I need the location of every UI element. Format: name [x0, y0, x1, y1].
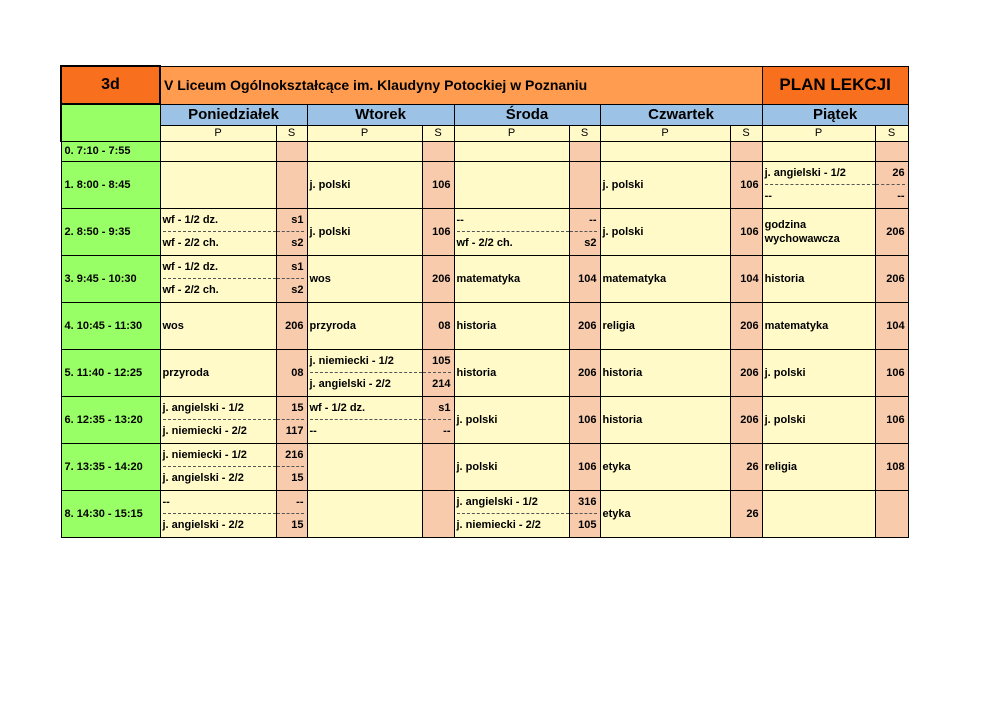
- lesson-room: [422, 443, 454, 490]
- subject-group-2: --: [764, 190, 772, 202]
- subject-group-1: j. niemiecki - 1/2: [163, 444, 276, 467]
- room-text: 206: [886, 272, 905, 285]
- lesson-room: [569, 141, 600, 161]
- subject-text: j. polski: [602, 178, 644, 191]
- lesson-room: [875, 302, 908, 349]
- lesson-room: [730, 396, 762, 443]
- column-s-label: S: [276, 125, 307, 141]
- period-row: [61, 490, 908, 537]
- lesson-room: [730, 443, 762, 490]
- room-text: 104: [740, 272, 759, 285]
- room-group-1: --: [277, 491, 304, 514]
- lesson-room: [875, 255, 908, 302]
- lesson-subject: [454, 396, 569, 443]
- room-group-1: 316: [570, 491, 597, 514]
- lesson-room: [422, 161, 454, 208]
- subject-group-1: --: [457, 209, 569, 232]
- subject-text: matematyka: [602, 272, 667, 285]
- room-text: 108: [886, 460, 905, 473]
- lesson-subject: [307, 349, 422, 396]
- room-text: 08: [291, 366, 304, 379]
- lesson-subject: [160, 349, 276, 396]
- subject-group-2: wf - 2/2 ch.: [162, 284, 219, 296]
- subject-text: historia: [456, 366, 497, 379]
- subject-group-1: j. niemiecki - 1/2: [310, 350, 422, 373]
- period-time: 1. 8:00 - 8:45: [61, 161, 160, 208]
- period-row: [61, 302, 908, 349]
- lesson-room: [422, 302, 454, 349]
- room-text: 106: [578, 413, 597, 426]
- lesson-subject: [600, 141, 730, 161]
- lesson-subject: [454, 443, 569, 490]
- period-time: 2. 8:50 - 9:35: [61, 208, 160, 255]
- lesson-subject: [762, 443, 875, 490]
- period-time: 6. 12:35 - 13:20: [61, 396, 160, 443]
- lesson-room: [276, 396, 307, 443]
- lesson-subject: [307, 443, 422, 490]
- period-time: 4. 10:45 - 11:30: [61, 302, 160, 349]
- room-group-1: 216: [277, 444, 304, 467]
- room-text: 106: [740, 178, 759, 191]
- lesson-room: [730, 208, 762, 255]
- room-text: 106: [432, 178, 451, 191]
- lesson-subject: [454, 302, 569, 349]
- subject-group-1: j. angielski - 1/2: [765, 162, 875, 185]
- column-s-label: S: [730, 125, 762, 141]
- lesson-room: [276, 208, 307, 255]
- lesson-subject: [762, 396, 875, 443]
- subject-group-2: j. niemiecki - 2/2: [456, 519, 541, 531]
- room-group-2: 15: [291, 472, 304, 484]
- lesson-subject: [762, 349, 875, 396]
- subject-group-2: j. angielski - 2/2: [162, 472, 244, 484]
- lesson-room: [730, 255, 762, 302]
- subject-text: godzina wychowawcza: [764, 218, 840, 245]
- column-p-label: P: [454, 125, 569, 141]
- subject-text: historia: [602, 413, 643, 426]
- lesson-subject: [762, 302, 875, 349]
- lesson-subject: [160, 141, 276, 161]
- room-text: 106: [578, 460, 597, 473]
- column-s-label: S: [875, 125, 908, 141]
- lesson-room: [276, 302, 307, 349]
- lesson-subject: [160, 302, 276, 349]
- subject-text: historia: [456, 319, 497, 332]
- period-row: [61, 208, 908, 255]
- room-text: 106: [886, 366, 905, 379]
- subject-text: przyroda: [309, 319, 356, 332]
- subject-text: j. polski: [309, 225, 351, 238]
- subject-text: j. polski: [309, 178, 351, 191]
- room-text: 104: [578, 272, 597, 285]
- room-group-2: 105: [578, 519, 597, 531]
- lesson-subject: [160, 443, 276, 490]
- subject-group-2: j. angielski - 2/2: [309, 378, 391, 390]
- lesson-subject: [160, 208, 276, 255]
- lesson-room: [422, 490, 454, 537]
- room-text: 206: [740, 319, 759, 332]
- subject-group-1: wf - 1/2 dz.: [163, 256, 276, 279]
- period-time: 3. 9:45 - 10:30: [61, 255, 160, 302]
- lesson-room: [875, 443, 908, 490]
- lesson-subject: [160, 255, 276, 302]
- period-time: 7. 13:35 - 14:20: [61, 443, 160, 490]
- subject-text: wos: [162, 319, 184, 332]
- room-text: 206: [285, 319, 304, 332]
- lesson-subject: [307, 161, 422, 208]
- lesson-subject: [307, 490, 422, 537]
- plan-title: PLAN LEKCJI: [762, 66, 908, 104]
- room-text: 08: [438, 319, 451, 332]
- subject-group-2: j. niemiecki - 2/2: [162, 425, 247, 437]
- lesson-subject: [454, 349, 569, 396]
- lesson-subject: [600, 208, 730, 255]
- subject-group-1: --: [163, 491, 276, 514]
- lesson-subject: [600, 443, 730, 490]
- lesson-subject: [160, 490, 276, 537]
- lesson-subject: [600, 396, 730, 443]
- lesson-room: [276, 161, 307, 208]
- room-group-2: --: [897, 190, 905, 202]
- lesson-room: [569, 161, 600, 208]
- room-group-2: s2: [291, 284, 304, 296]
- day-header: Wtorek: [307, 104, 454, 125]
- lesson-room: [730, 349, 762, 396]
- lesson-room: [875, 161, 908, 208]
- day-header: Czwartek: [600, 104, 762, 125]
- lesson-room: [569, 255, 600, 302]
- lesson-subject: [307, 302, 422, 349]
- room-text: 206: [740, 366, 759, 379]
- subject-text: j. polski: [456, 460, 498, 473]
- column-p-label: P: [307, 125, 422, 141]
- column-p-label: P: [160, 125, 276, 141]
- lesson-room: [875, 396, 908, 443]
- subject-text: j. polski: [456, 413, 498, 426]
- period-time: 0. 7:10 - 7:55: [61, 141, 160, 161]
- lesson-subject: [762, 490, 875, 537]
- lesson-room: [875, 490, 908, 537]
- lesson-subject: [160, 161, 276, 208]
- room-group-1: 15: [277, 397, 304, 420]
- day-header: Środa: [454, 104, 600, 125]
- subject-text: przyroda: [162, 366, 209, 379]
- subject-text: historia: [764, 272, 805, 285]
- lesson-room: [422, 349, 454, 396]
- lesson-subject: [600, 302, 730, 349]
- room-group-1: s1: [423, 397, 451, 420]
- lesson-room: [875, 208, 908, 255]
- subject-text: religia: [602, 319, 635, 332]
- subject-text: etyka: [602, 460, 631, 473]
- subject-text: j. polski: [764, 366, 806, 379]
- period-row: [61, 161, 908, 208]
- lesson-room: [276, 255, 307, 302]
- lesson-subject: [307, 396, 422, 443]
- lesson-subject: [454, 490, 569, 537]
- lesson-room: [569, 396, 600, 443]
- lesson-room: [422, 141, 454, 161]
- period-row: [61, 443, 908, 490]
- period-row: [61, 349, 908, 396]
- period-time: 8. 14:30 - 15:15: [61, 490, 160, 537]
- room-text: 206: [578, 366, 597, 379]
- room-text: 106: [886, 413, 905, 426]
- room-group-2: 117: [285, 425, 304, 437]
- lesson-room: [730, 161, 762, 208]
- subject-text: historia: [602, 366, 643, 379]
- lesson-subject: [600, 490, 730, 537]
- room-group-1: s1: [277, 209, 304, 232]
- lesson-room: [422, 208, 454, 255]
- subject-group-1: j. angielski - 1/2: [457, 491, 569, 514]
- subject-text: matematyka: [456, 272, 521, 285]
- lesson-subject: [454, 141, 569, 161]
- lesson-subject: [307, 208, 422, 255]
- subject-group-2: --: [309, 425, 317, 437]
- room-text: 26: [746, 507, 759, 520]
- room-group-2: s2: [584, 237, 597, 249]
- subject-text: j. polski: [602, 225, 644, 238]
- lesson-room: [276, 349, 307, 396]
- corner-cell: [61, 104, 160, 141]
- lesson-subject: [307, 141, 422, 161]
- room-group-1: s1: [277, 256, 304, 279]
- period-row: [61, 396, 908, 443]
- subject-text: j. polski: [764, 413, 806, 426]
- lesson-room: [569, 349, 600, 396]
- subject-group-1: j. angielski - 1/2: [163, 397, 276, 420]
- room-group-1: --: [570, 209, 597, 232]
- school-name: V Liceum Ogólnokształcące im. Klaudyny Potockiej w Poznaniu: [160, 66, 762, 104]
- column-p-label: P: [762, 125, 875, 141]
- subject-group-2: wf - 2/2 ch.: [162, 237, 219, 249]
- room-text: 206: [578, 319, 597, 332]
- subject-text: etyka: [602, 507, 631, 520]
- lesson-room: [569, 443, 600, 490]
- period-row: [61, 255, 908, 302]
- room-text: 106: [432, 225, 451, 238]
- lesson-room: [730, 141, 762, 161]
- room-text: 104: [886, 319, 905, 332]
- lesson-room: [875, 141, 908, 161]
- lesson-subject: [762, 208, 875, 255]
- lesson-subject: [454, 208, 569, 255]
- lesson-subject: [307, 255, 422, 302]
- room-text: 206: [432, 272, 451, 285]
- room-group-1: 26: [876, 162, 905, 185]
- column-s-label: S: [422, 125, 454, 141]
- lesson-room: [875, 349, 908, 396]
- lesson-room: [422, 396, 454, 443]
- class-name: 3d: [61, 66, 160, 104]
- room-text: 206: [886, 225, 905, 238]
- room-group-2: 214: [432, 378, 451, 390]
- lesson-subject: [600, 349, 730, 396]
- lesson-room: [730, 490, 762, 537]
- lesson-room: [569, 302, 600, 349]
- timetable: [60, 65, 909, 538]
- lesson-subject: [454, 161, 569, 208]
- lesson-subject: [600, 255, 730, 302]
- lesson-subject: [762, 255, 875, 302]
- room-text: 26: [746, 460, 759, 473]
- subject-group-1: wf - 1/2 dz.: [310, 397, 422, 420]
- day-header: Poniedziałek: [160, 104, 307, 125]
- subject-text: matematyka: [764, 319, 829, 332]
- lesson-room: [276, 490, 307, 537]
- room-text: 206: [740, 413, 759, 426]
- period-time: 5. 11:40 - 12:25: [61, 349, 160, 396]
- room-text: 106: [740, 225, 759, 238]
- lesson-room: [276, 141, 307, 161]
- lesson-room: [422, 255, 454, 302]
- lesson-subject: [762, 161, 875, 208]
- lesson-subject: [600, 161, 730, 208]
- subject-group-2: wf - 2/2 ch.: [456, 237, 513, 249]
- subject-group-1: wf - 1/2 dz.: [163, 209, 276, 232]
- column-s-label: S: [569, 125, 600, 141]
- lesson-subject: [454, 255, 569, 302]
- lesson-room: [730, 302, 762, 349]
- lesson-room: [276, 443, 307, 490]
- subject-group-2: j. angielski - 2/2: [162, 519, 244, 531]
- room-group-2: --: [443, 425, 451, 437]
- lesson-subject: [160, 396, 276, 443]
- lesson-room: [569, 208, 600, 255]
- day-header: Piątek: [762, 104, 908, 125]
- column-p-label: P: [600, 125, 730, 141]
- period-row: [61, 141, 908, 161]
- subject-text: wos: [309, 272, 331, 285]
- lesson-subject: [762, 141, 875, 161]
- room-group-2: 15: [291, 519, 304, 531]
- room-group-1: 105: [423, 350, 451, 373]
- subject-text: religia: [764, 460, 797, 473]
- lesson-room: [569, 490, 600, 537]
- room-group-2: s2: [291, 237, 304, 249]
